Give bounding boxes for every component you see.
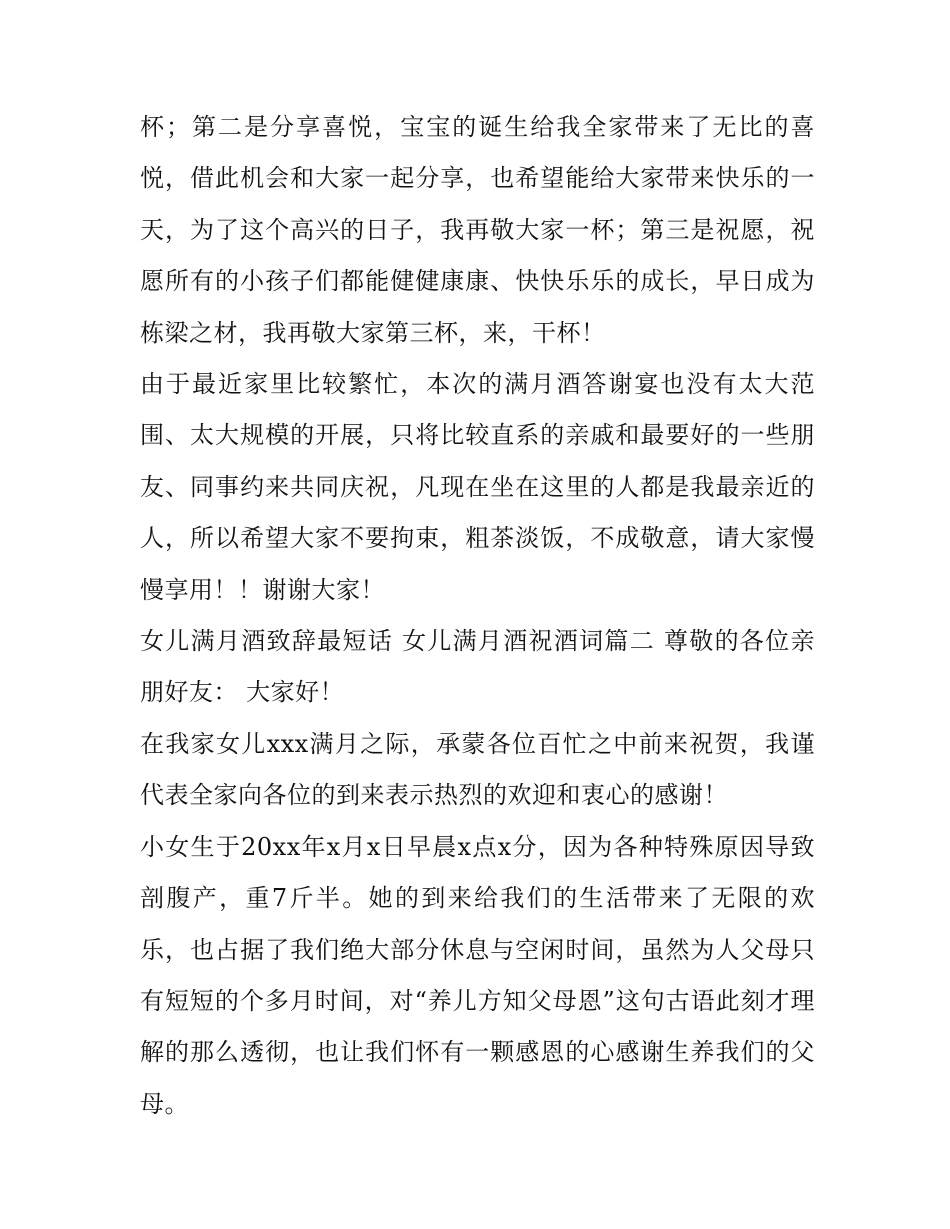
paragraph-thanks: 在我家女儿xxx满月之际，承蒙各位百忙之中前来祝贺，我谨代表全家向各位的到来表示热烈的欢迎和衷心的感谢！ bbox=[140, 729, 815, 810]
document-body bbox=[140, 102, 815, 1130]
paragraph-banquet-note: 由于最近家里比较繁忙，本次的满月酒答谢宴也没有太大范围、太大规模的开展，只将比较直系的亲戚和最要好的一些朋友、同事约来共同庆祝，凡现在坐在这里的人都是我最亲近的人，所以希望大家不要拘束，粗茶淡饭，不成敬意，请大家慢慢享用！！谢谢大家！ bbox=[140, 370, 815, 604]
paragraph-toast-continuation: 杯；第二是分享喜悦，宝宝的诞生给我全家带来了无比的喜悦，借此机会和大家一起分享，也希望能给大家带来快乐的一天，为了这个高兴的日子，我再敬大家一杯；第三是祝愿，祝愿所有的小孩子们都能健健康康、快快乐乐的成长，早日成为栋梁之材，我再敬大家第三杯，来，干杯！ bbox=[140, 113, 815, 347]
paragraph-birth-story: 小女生于20xx年x月x日早晨x点x分，因为各种特殊原因导致剖腹产，重7斤半。她的到来给我们的生活带来了无限的欢乐，也占据了我们绝大部分休息与空闲时间，虽然为人父母只有短短的个多月时间，对“养儿方知父母恩”这句古语此刻才理解的那么透彻，也让我们怀有一颗感恩的心感谢生养我们的父母。 bbox=[140, 832, 815, 1118]
paragraph-section-heading: 女儿满月酒致辞最短话 女儿满月酒祝酒词篇二 尊敬的各位亲朋好友： 大家好！ bbox=[140, 627, 815, 707]
